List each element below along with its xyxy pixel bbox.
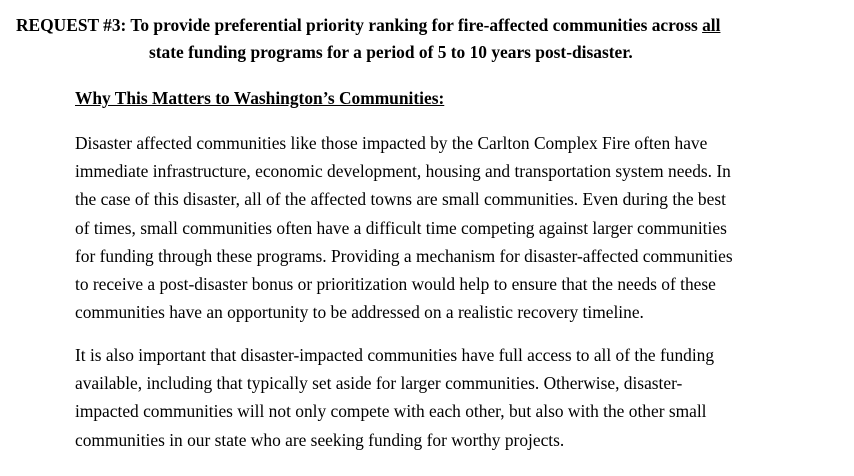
paragraph-1-line: immediate infrastructure, economic development, housing and transportation system needs. In xyxy=(75,161,731,182)
paragraph-2-line: It is also important that disaster-impacted communities have full access to all of the funding xyxy=(75,345,715,365)
paragraph-1-line: to receive a post-disaster bonus or prioritization would help to ensure that the needs of these xyxy=(75,274,716,295)
paragraph-2-line: communities in our state who are seeking funding for worthy projects. xyxy=(75,429,565,450)
request-line-1-text: REQUEST #3: To provide preferential priority ranking for fire-affected communities across xyxy=(16,15,703,35)
paragraph-2-line: available, including that typically set aside for larger communities. Otherwise, disaster- xyxy=(75,373,683,394)
paragraph-1-line: of times, small communities often have a difficult time competing against larger communities xyxy=(75,217,727,238)
request-statement xyxy=(16,12,846,66)
paragraph-1-line: communities have an opportunity to be addressed on a realistic recovery timeline. xyxy=(75,302,644,323)
paragraph-2-line: impacted communities will not only compete with each other, but also with the other small xyxy=(75,401,707,422)
request-emphasis-all: all xyxy=(702,15,721,35)
paragraph-1-line: the case of this disaster, all of the affected towns are small communities. Even during the best xyxy=(75,189,726,210)
request-line-1 xyxy=(16,12,846,39)
paragraph-1-line: Disaster affected communities like those impacted by the Carlton Complex Fire often have xyxy=(75,133,708,153)
section-heading: Why This Matters to Washington’s Communities: xyxy=(75,88,445,108)
request-line-2: state funding programs for a period of 5 to 10 years post-disaster. xyxy=(149,42,633,62)
paragraph-2 xyxy=(75,341,835,454)
paragraph-1-line: for funding through these programs. Providing a mechanism for disaster-affected communities xyxy=(75,245,733,266)
paragraph-1 xyxy=(75,129,835,326)
